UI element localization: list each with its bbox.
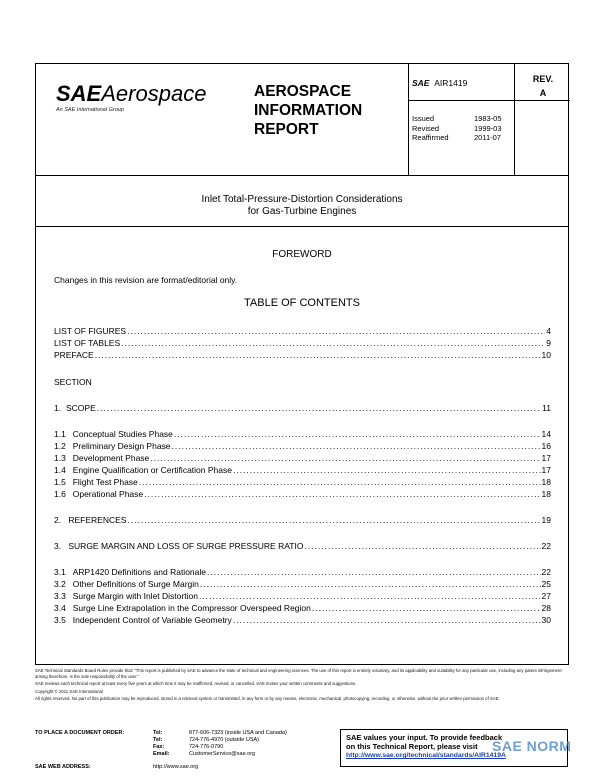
title-divider	[36, 226, 568, 227]
feedback-link[interactable]: http://www.sae.org/technical/standards/AIR1419A	[346, 752, 506, 759]
toc-entry[interactable]	[54, 591, 551, 601]
header-divider	[514, 64, 515, 175]
sae-aerospace-logo	[56, 81, 206, 113]
toc-entry-page: 17	[541, 465, 551, 475]
toc-entry-label: Operational Phase	[72, 489, 144, 499]
copyright: Copyright © 2011 SAE International	[35, 688, 103, 694]
section-heading: SECTION	[54, 377, 92, 387]
report-type-line: REPORT	[254, 121, 319, 138]
toc-entry[interactable]	[54, 603, 551, 613]
document-dates	[412, 114, 502, 143]
toc-entry[interactable]	[54, 338, 551, 348]
toc-entry-page: 22	[541, 541, 551, 551]
toc-entry-page: 25	[541, 579, 551, 589]
toc-entry-page: 10	[541, 350, 551, 360]
toc-entry-page: 19	[541, 515, 551, 525]
contact-key: Tel:	[153, 737, 163, 743]
toc-entry-label: ARP1420 Definitions and Rationale	[72, 567, 206, 577]
toc-entry-label: Surge Line Extrapolation in the Compressor Overspeed Region	[72, 603, 311, 613]
header-divider	[408, 64, 409, 175]
date-label: Revised	[412, 123, 440, 133]
toc-entry-number: 3.	[54, 541, 62, 551]
rev-value: A	[539, 88, 547, 98]
toc-entry-label: Independent Control of Variable Geometry	[72, 615, 232, 625]
doc-number: AIR1419	[434, 78, 468, 88]
order-contact	[35, 730, 287, 758]
toc-entry[interactable]	[54, 477, 551, 487]
toc-entry-number: 2.	[54, 515, 62, 525]
toc-entry-page: 16	[541, 441, 551, 451]
toc-entry[interactable]	[54, 429, 551, 439]
rev-label: REV.	[532, 74, 554, 84]
toc-entry-label: Preliminary Design Phase	[72, 441, 171, 451]
logo-word: Aerospace	[101, 81, 207, 106]
legal-paragraph: SAE reviews each technical report at least every five years at which time it may be reaffirmed, revised, or cancelled. SAE invites your written comments and suggestions.	[35, 681, 357, 687]
toc-entry-number: 3.1	[54, 567, 66, 577]
header-divider	[36, 175, 568, 176]
date-row	[412, 133, 502, 143]
contact-value: 724-776-0790	[189, 744, 224, 750]
contact-row	[35, 751, 287, 758]
toc-entry-label: PREFACE	[54, 350, 94, 360]
toc-entry-page: 14	[541, 429, 551, 439]
date-value: 1999-03	[474, 123, 502, 133]
toc-entry-label: Engine Qualification or Certification Phase	[72, 465, 232, 475]
toc-entry-page: 18	[541, 477, 551, 487]
legal-paragraph: SAE Technical Standards Board Rules provide that: "This report is published by SAE to advance the state of technical and engineering sciences. The use of this report is entirely voluntary, and its applicability and suitability for any particular use, including any patent infringement arising therefrom, is the sole responsibility of the user."	[35, 668, 562, 679]
title-line: for Gas-Turbine Engines	[247, 206, 357, 217]
toc-entry-page: 27	[541, 591, 551, 601]
feedback-text: SAE values your input. To provide feedback	[346, 733, 503, 742]
toc-entry-number: 1.5	[54, 477, 66, 487]
toc-entry-page: 22	[541, 567, 551, 577]
doc-prefix: SAE	[412, 78, 430, 88]
toc-entry-page: 11	[542, 403, 551, 413]
toc-entry-label: LIST OF TABLES	[54, 338, 121, 348]
date-value: 1983-05	[474, 114, 502, 123]
toc-entry-label: Flight Test Phase	[72, 477, 138, 487]
contact-key: Tel:	[153, 730, 163, 736]
feedback-text: on this Technical Report, please visit	[346, 742, 478, 751]
web-label: SAE WEB ADDRESS:	[35, 764, 91, 770]
legal-paragraph: All rights reserved. No part of this publication may be reproduced, stored in a retrieval system or transmitted, in any form or by any means, electronic, mechanical, photocopying, recording, or otherwise, without the prior written permission of SAE.	[35, 696, 500, 702]
contact-key: Fax:	[153, 744, 165, 750]
revision-box	[516, 72, 570, 100]
toc-entry-number: 1.6	[54, 489, 66, 499]
toc-entry[interactable]	[54, 350, 551, 360]
legal-notice	[35, 668, 569, 704]
date-value: 2011-07	[474, 133, 501, 142]
toc-entry[interactable]	[54, 441, 551, 451]
report-type	[254, 82, 362, 139]
toc-entry-number: 1.2	[54, 441, 66, 451]
contact-email[interactable]: CustomerService@sae.org	[189, 751, 256, 757]
date-label: Issued	[412, 114, 435, 123]
contact-value: 724-776-4970 (outside USA)	[189, 737, 260, 743]
order-label: TO PLACE A DOCUMENT ORDER:	[35, 730, 125, 736]
document-title	[36, 194, 568, 218]
toc-entry-number: 1.	[54, 403, 62, 413]
toc-entry-number: 3.3	[54, 591, 66, 601]
toc-entry-page: 18	[541, 489, 551, 499]
logo-brand: SAE	[56, 81, 102, 106]
toc-entry[interactable]	[54, 579, 551, 589]
toc-entry-page: 4	[546, 326, 551, 336]
toc-entry[interactable]	[54, 465, 551, 475]
contact-row	[35, 730, 287, 737]
contact-row	[35, 744, 287, 751]
web-link[interactable]: http://www.sae.org	[153, 764, 199, 770]
toc-entry-number: 3.4	[54, 603, 66, 613]
contact-value: 877-606-7323 (inside USA and Canada)	[189, 730, 287, 736]
document-number	[412, 78, 467, 88]
toc-entry-label: Other Definitions of Surge Margin	[72, 579, 199, 589]
toc-entry-page: 17	[541, 453, 551, 463]
toc-entry-label: SCOPE	[66, 403, 96, 413]
report-type-line: AEROSPACE	[254, 83, 352, 100]
foreword-heading: FOREWORD	[272, 249, 332, 260]
report-type-line: INFORMATION	[254, 102, 363, 119]
header-divider	[408, 100, 570, 101]
toc-entry-label: REFERENCES	[68, 515, 127, 525]
toc-entry[interactable]	[54, 489, 551, 499]
contact-row	[35, 737, 287, 744]
date-label: Reaffirmed	[412, 133, 449, 142]
toc-entry-number: 3.2	[54, 579, 66, 589]
toc-entry-page: 30	[541, 615, 551, 625]
toc-entry[interactable]	[54, 453, 551, 463]
document-frame	[35, 63, 569, 665]
logo-tagline: An SAE International Group	[56, 107, 124, 113]
foreword-text: Changes in this revision are format/editorial only.	[54, 275, 238, 285]
toc-entry-label: Conceptual Studies Phase	[72, 429, 173, 439]
toc-entry[interactable]	[54, 403, 551, 413]
toc-entry[interactable]	[54, 541, 551, 551]
date-row	[412, 114, 502, 124]
toc-entry[interactable]	[54, 615, 551, 625]
toc-entry-label: LIST OF FIGURES	[54, 326, 127, 336]
toc-heading: TABLE OF CONTENTS	[244, 297, 360, 309]
toc-entry-number: 1.1	[54, 429, 66, 439]
toc-entry-label: Development Phase	[72, 453, 150, 463]
toc-entry-number: 3.5	[54, 615, 66, 625]
date-row	[412, 124, 502, 134]
toc-entry[interactable]	[54, 567, 551, 577]
title-line: Inlet Total-Pressure-Distortion Considerations	[201, 194, 403, 205]
contact-key: Email:	[153, 751, 170, 757]
toc-entry-label: SURGE MARGIN AND LOSS OF SURGE PRESSURE RATIO	[68, 541, 304, 551]
toc-entry[interactable]	[54, 515, 551, 525]
toc-entry-number: 1.4	[54, 465, 66, 475]
toc-entry-number: 1.3	[54, 453, 66, 463]
web-address	[35, 764, 198, 770]
toc-entry[interactable]	[54, 326, 551, 336]
toc-entry-page: 28	[541, 603, 551, 613]
toc-entry-label: Surge Margin with Inlet Distortion	[72, 591, 198, 601]
toc-entry-page: 9	[546, 338, 551, 348]
watermark: SAE NORM	[492, 738, 572, 754]
